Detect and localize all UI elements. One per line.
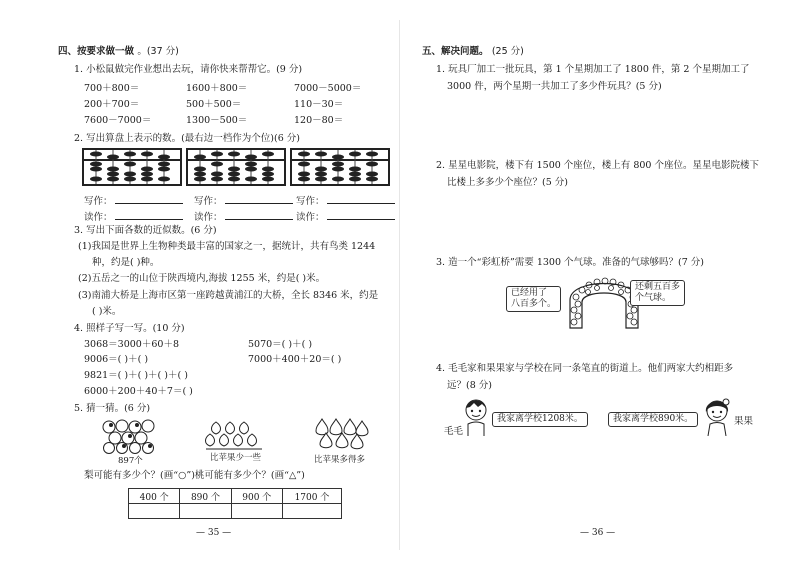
apples-icon xyxy=(100,418,158,454)
section-four-title: 四、按要求做一做 xyxy=(58,46,135,57)
page-number: — 36 — xyxy=(580,528,616,538)
table-header-cell: 400 个 xyxy=(129,489,180,504)
q1-cell: 110－30＝ xyxy=(294,99,344,110)
q1-cell: 200＋700＝ xyxy=(84,99,140,110)
q3-prompt: 3. 写出下面各数的近似数。(6 分) xyxy=(74,225,217,236)
section-five-heading xyxy=(422,46,524,58)
q1-line: 3000 件，两个星期一共加工了多少件玩具？(5 分) xyxy=(447,81,662,92)
section-four-score: 。(37 分) xyxy=(137,46,179,57)
q5-question: 梨可能有多少个？(画“○”)桃可能有多少个？(画“△”) xyxy=(84,470,305,481)
answer-line[interactable] xyxy=(115,210,183,220)
q1-cell: 1300－500＝ xyxy=(186,115,248,126)
right-page xyxy=(400,0,800,566)
bubble-line: 个气球。 xyxy=(635,293,672,303)
q2-line: 2. 星星电影院，楼下有 1500 个座位，楼上有 800 个座位。星星电影院楼下 xyxy=(436,160,759,171)
q1-cell: 7000－5000＝ xyxy=(294,83,362,94)
q3-item: ( )米。 xyxy=(92,306,122,317)
page-number: — 35 — xyxy=(196,528,232,538)
q4-row: 5070＝( )＋( ) xyxy=(248,339,313,350)
table-row xyxy=(129,504,342,519)
section-five-score: (25 分) xyxy=(491,46,524,57)
q2-prompt: 2. 写出算盘上表示的数。(最右边一档作为个位)(6 分) xyxy=(74,133,300,144)
q3-prompt: 3. 造一个“彩虹桥”需要 1300 个气球。准备的气球够吗？(7 分) xyxy=(436,257,704,268)
q1-cell: 500＋500＝ xyxy=(186,99,242,110)
q4-row: 9006＝( )＋( ) xyxy=(84,354,149,365)
peaches-compare-label: 比苹果少一些 xyxy=(210,453,262,463)
answer-line[interactable] xyxy=(115,194,183,204)
section-five-title: 五、解决问题。 xyxy=(422,46,489,57)
answer-line[interactable] xyxy=(327,194,395,204)
bubble-line: 八百多个。 xyxy=(511,299,557,309)
q4-line: 4. 毛毛家和果果家与学校在同一条笔直的街道上。他们两家大约相距多 xyxy=(436,363,734,374)
q2-read-line xyxy=(84,210,183,224)
table-header-cell: 1700 个 xyxy=(282,489,341,504)
q1-cell: 120－80＝ xyxy=(294,115,344,126)
q5-prompt: 5. 猜一猜。(6 分) xyxy=(74,403,151,414)
q2-read-line xyxy=(194,210,293,224)
answer-line[interactable] xyxy=(327,210,395,220)
q4-row: 3068＝3000＋60＋8 xyxy=(84,339,179,350)
q3-item: (2)五岳之一的山位于陕西境内,海拔 1255 米，约是( )米。 xyxy=(78,273,326,284)
q2-write-line xyxy=(194,194,293,208)
answer-line[interactable] xyxy=(225,210,293,220)
speech-bubble-remaining xyxy=(630,280,685,306)
peaches-icon xyxy=(204,418,264,452)
bubble-line: 还剩五百多 xyxy=(635,282,681,292)
table-header-cell: 900 个 xyxy=(231,489,282,504)
girl-avatar-icon xyxy=(702,396,732,436)
answer-cell[interactable] xyxy=(180,504,231,519)
q2-read-line xyxy=(296,210,395,224)
q1-cell: 700＋800＝ xyxy=(84,83,140,94)
table-row xyxy=(129,489,342,504)
bubble-line: 已经用了 xyxy=(511,288,548,298)
section-four-heading xyxy=(58,46,179,58)
read-label: 读作： xyxy=(296,212,325,223)
boy-avatar-icon xyxy=(462,396,490,436)
q4-row: 9821＝( )＋( )＋( )＋( ) xyxy=(84,370,188,381)
speech-bubble-maomao: 我家离学校1208米。 xyxy=(492,412,588,427)
abacus-icon xyxy=(82,148,182,186)
read-label: 读作： xyxy=(84,212,113,223)
answer-cell[interactable] xyxy=(129,504,180,519)
speech-bubble-used xyxy=(506,286,561,312)
q1-cell: 1600＋800＝ xyxy=(186,83,248,94)
name-guoguo: 果果 xyxy=(734,416,754,427)
speech-bubble-guoguo: 我家离学校890米。 xyxy=(608,412,698,427)
q3-item: (1)我国是世界上生物种类最丰富的国家之一，据统计，共有鸟类 1244 xyxy=(78,241,376,252)
q1-line: 1. 玩具厂加工一批玩具，第 1 个星期加工了 1800 件，第 2 个星期加工了 xyxy=(436,64,750,75)
q3-item: (3)南浦大桥是上海市区第一座跨越黄浦江的大桥，全长 8346 米，约是 xyxy=(78,290,379,301)
answer-line[interactable] xyxy=(225,194,293,204)
write-label: 写作： xyxy=(84,196,113,207)
read-label: 读作： xyxy=(194,212,223,223)
table-header-cell: 890 个 xyxy=(180,489,231,504)
answer-cell[interactable] xyxy=(231,504,282,519)
pears-compare-label: 比苹果多得多 xyxy=(314,455,366,465)
q1-cell: 7600－7000＝ xyxy=(84,115,152,126)
q4-row: 6000＋200＋40＋7＝( ) xyxy=(84,386,193,397)
answer-cell[interactable] xyxy=(282,504,341,519)
q3-item: 种，约是( )种。 xyxy=(92,257,160,268)
q4-line: 远？(8 分) xyxy=(447,380,492,391)
name-maomao: 毛毛 xyxy=(444,426,464,437)
apples-count-label: 897个 xyxy=(118,456,143,466)
q5-answer-table xyxy=(128,488,342,519)
abacus-icon xyxy=(186,148,286,186)
q4-prompt: 4. 照样子写一写。(10 分) xyxy=(74,323,185,334)
q2-line: 比楼上多多少个座位？(5 分) xyxy=(447,177,568,188)
pears-icon xyxy=(312,416,370,452)
write-label: 写作： xyxy=(194,196,223,207)
q1-prompt: 1. 小松鼠做完作业想出去玩，请你快来帮帮它。(9 分) xyxy=(74,64,303,75)
abacus-icon xyxy=(290,148,390,186)
q2-write-line xyxy=(84,194,183,208)
write-label: 写作： xyxy=(296,196,325,207)
q2-write-line xyxy=(296,194,395,208)
q4-row: 7000＋400＋20＝( ) xyxy=(248,354,342,365)
